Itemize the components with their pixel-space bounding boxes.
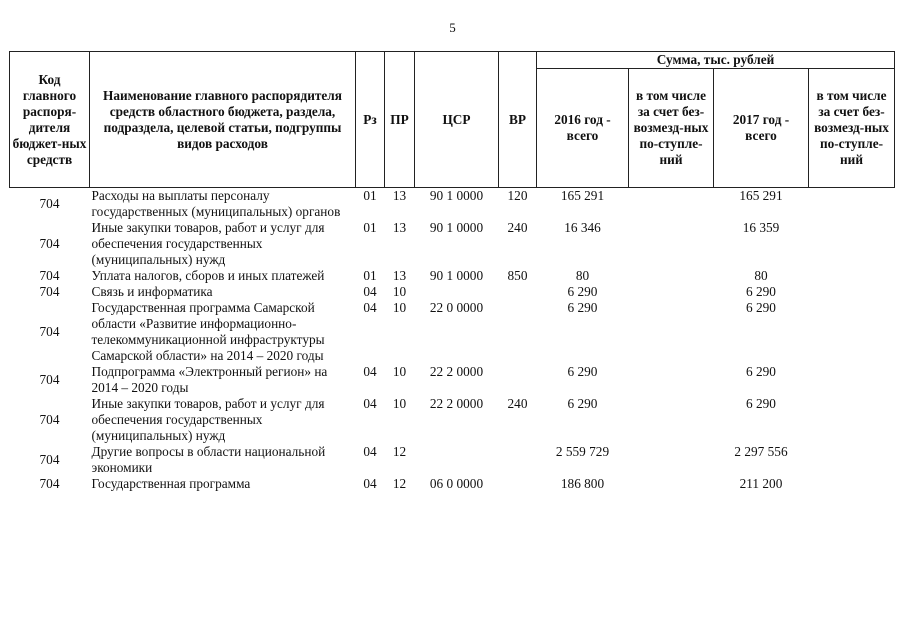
table-header [10, 52, 895, 188]
cell-sum-2017: 2 297 556 [734, 444, 788, 459]
cell-name: Иные закупки товаров, работ и услуг для обеспечения государственных (муниципальных) нужд [91, 220, 325, 267]
cell-rz: 04 [363, 476, 377, 491]
cell-sum-2016: 6 290 [567, 396, 598, 411]
cell-csr: 22 2 0000 [429, 396, 484, 411]
cell-free-2016 [629, 188, 714, 221]
page-number: 5 [449, 20, 456, 35]
header-name: Наименование главного распорядителя средств областного бюджета, раздела, подраздела, целевой статьи, подгруппы видов расходов [90, 52, 356, 188]
cell-name: Другие вопросы в области национальной экономики [91, 444, 326, 475]
cell-sum-2016: 2 559 729 [555, 444, 610, 459]
cell-pr: 12 [392, 476, 407, 491]
cell-sum-2016: 6 290 [567, 364, 598, 379]
table-row [10, 364, 895, 396]
cell-rz: 01 [363, 220, 377, 235]
cell-free-2016 [629, 284, 714, 300]
header-code: Код главного распоря-дителя бюджет-ных средств [10, 52, 90, 188]
cell-sum-2017: 6 290 [746, 284, 776, 299]
cell-rz: 04 [363, 284, 377, 299]
table-row [10, 476, 895, 492]
cell-free-2016 [629, 220, 714, 268]
cell-pr: 13 [392, 268, 407, 283]
cell-csr [415, 444, 499, 476]
cell-free-2017 [809, 300, 895, 364]
cell-code: 704 [39, 236, 60, 251]
cell-pr: 10 [392, 284, 407, 299]
cell-rz: 04 [363, 364, 377, 379]
table-body [10, 188, 895, 493]
cell-rz: 01 [363, 188, 377, 203]
cell-vr: 240 [507, 220, 528, 235]
header-rz: Рз [356, 52, 385, 188]
cell-sum-2016: 6 290 [567, 300, 598, 315]
cell-csr: 22 2 0000 [429, 364, 484, 379]
cell-vr [499, 284, 537, 300]
cell-free-2017 [809, 220, 895, 268]
cell-sum-2017: 211 200 [739, 476, 783, 491]
cell-name: Государственная программа Самарской области «Развитие информационно-телекоммуникационной инфраструктуры Самарской области» на 2014 – 2020 годы [91, 300, 325, 363]
header-pr: ПР [385, 52, 415, 188]
header-csr: ЦСР [415, 52, 499, 188]
cell-free-2016 [629, 300, 714, 364]
cell-vr: 850 [507, 268, 528, 283]
cell-sum-2016: 186 800 [560, 476, 605, 491]
cell-vr [499, 364, 537, 396]
table-row [10, 268, 895, 284]
cell-pr: 12 [392, 444, 407, 459]
cell-free-2016 [629, 364, 714, 396]
cell-free-2017 [809, 364, 895, 396]
cell-free-2016 [629, 268, 714, 284]
cell-sum-2016: 80 [575, 268, 590, 283]
cell-csr: 90 1 0000 [429, 268, 484, 283]
cell-vr: 240 [507, 396, 528, 411]
cell-csr: 90 1 0000 [429, 188, 484, 203]
cell-rz: 04 [363, 444, 377, 459]
cell-pr: 10 [392, 364, 407, 379]
cell-sum-2016: 6 290 [567, 284, 598, 299]
table-row [10, 300, 895, 364]
cell-vr [499, 300, 537, 364]
cell-name: Государственная программа [91, 476, 251, 491]
cell-vr: 120 [507, 188, 528, 203]
cell-sum-2017: 165 291 [739, 188, 783, 203]
cell-code: 704 [39, 452, 60, 467]
header-2016-free: в том числе за счет без-возмезд-ных по-ступле-ний [629, 69, 714, 188]
cell-csr [415, 284, 499, 300]
cell-name: Иные закупки товаров, работ и услуг для обеспечения государственных (муниципальных) нужд [91, 396, 325, 443]
table-row [10, 188, 895, 221]
cell-free-2017 [809, 444, 895, 476]
cell-free-2017 [809, 476, 895, 492]
cell-sum-2017: 80 [754, 268, 768, 283]
cell-code: 704 [39, 284, 60, 299]
cell-sum-2017: 16 359 [742, 220, 780, 235]
cell-sum-2017: 6 290 [746, 364, 776, 379]
cell-free-2017 [809, 396, 895, 444]
cell-sum-2016: 16 346 [564, 220, 601, 235]
cell-pr: 13 [392, 220, 407, 235]
cell-vr [499, 444, 537, 476]
cell-code: 704 [39, 268, 60, 283]
table-row [10, 444, 895, 476]
header-2017-free: в том числе за счет без-возмезд-ных по-ступле-ний [809, 69, 895, 188]
budget-table [9, 51, 895, 492]
cell-code: 704 [39, 476, 60, 491]
cell-sum-2017: 6 290 [746, 396, 776, 411]
cell-free-2017 [809, 284, 895, 300]
cell-csr: 22 0 0000 [429, 300, 484, 315]
cell-free-2017 [809, 188, 895, 221]
table-row [10, 396, 895, 444]
cell-name: Уплата налогов, сборов и иных платежей [91, 268, 325, 283]
cell-rz: 04 [363, 300, 377, 315]
cell-name: Подпрограмма «Электронный регион» на 2014 – 2020 годы [91, 364, 328, 395]
cell-pr: 10 [392, 396, 407, 411]
cell-free-2016 [629, 444, 714, 476]
cell-csr: 90 1 0000 [429, 220, 484, 235]
header-2016-total: 2016 год - всего [537, 69, 629, 188]
cell-rz: 01 [363, 268, 377, 283]
cell-name: Связь и информатика [91, 284, 213, 299]
cell-pr: 13 [392, 188, 407, 203]
cell-free-2017 [809, 268, 895, 284]
cell-pr: 10 [392, 300, 407, 315]
header-vr: ВР [499, 52, 537, 188]
cell-code: 704 [39, 372, 60, 387]
cell-sum-2017: 6 290 [746, 300, 776, 315]
cell-rz: 04 [363, 396, 377, 411]
table-row [10, 284, 895, 300]
cell-csr: 06 0 0000 [429, 476, 484, 491]
cell-code: 704 [39, 196, 60, 211]
cell-name: Расходы на выплаты персоналу государственных (муниципальных) органов [91, 188, 341, 219]
cell-code: 704 [39, 412, 60, 427]
cell-free-2016 [629, 476, 714, 492]
table-row [10, 220, 895, 268]
header-2017-total: 2017 год - всего [714, 69, 809, 188]
cell-code: 704 [39, 324, 60, 339]
cell-vr [499, 476, 537, 492]
header-sum-group: Сумма, тыс. рублей [537, 52, 895, 69]
cell-sum-2016: 165 291 [560, 188, 605, 203]
cell-free-2016 [629, 396, 714, 444]
